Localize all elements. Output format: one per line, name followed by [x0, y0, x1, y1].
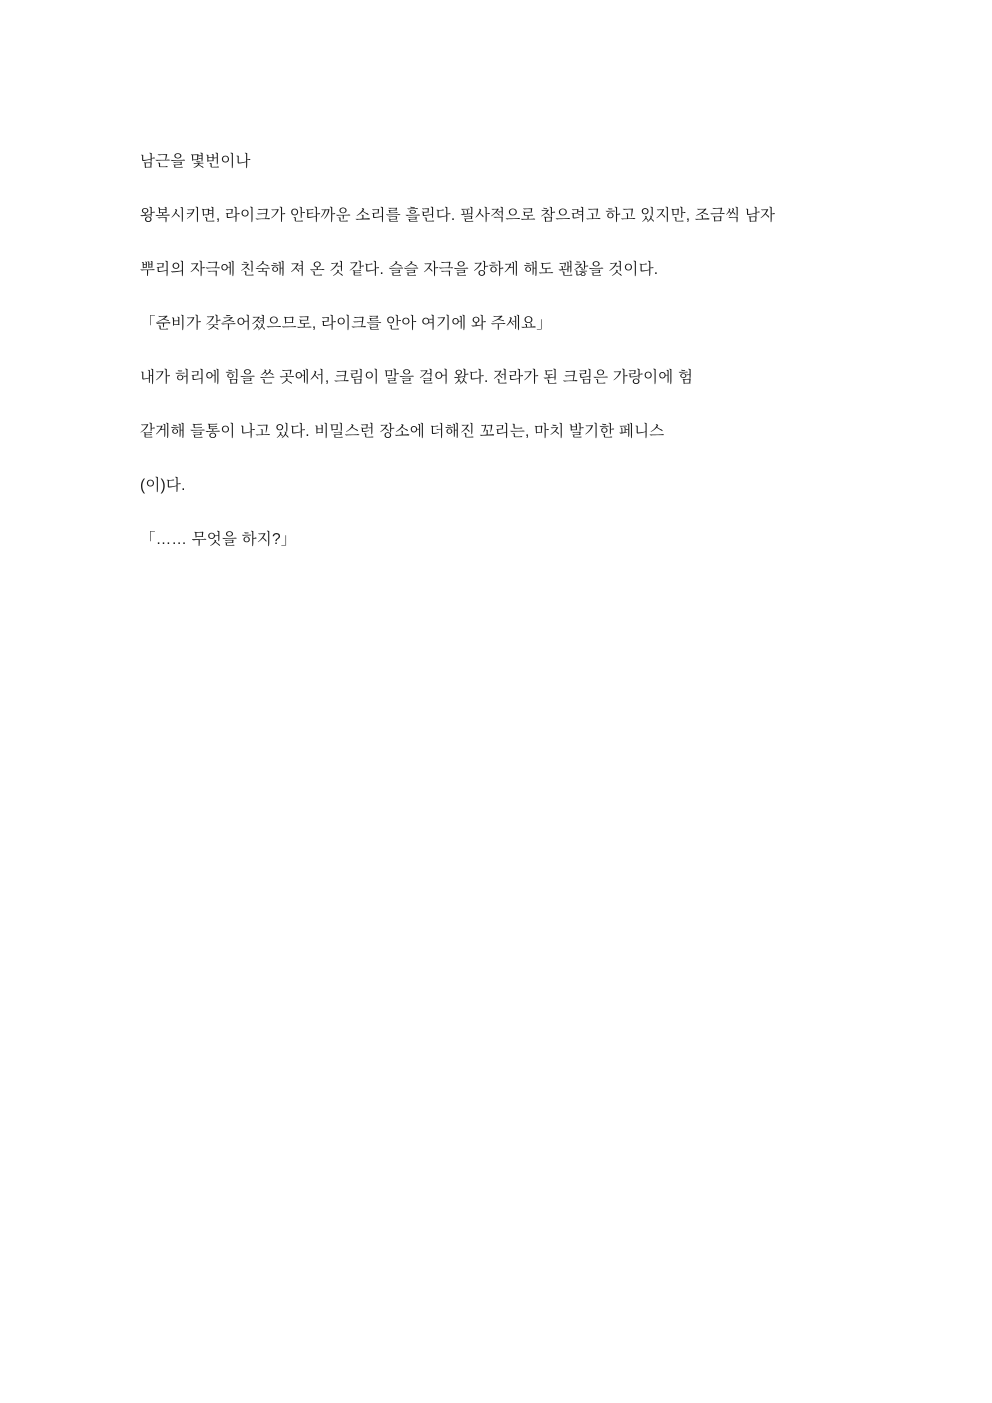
paragraph: 뿌리의 자극에 친숙해 져 온 것 같다. 슬슬 자극을 강하게 해도 괜찮을 것이다.	[140, 261, 659, 279]
paragraph: 남근을 몇번이나	[140, 153, 251, 170]
paragraph: 내가 허리에 힘을 쓴 곳에서, 크림이 말을 걸어 왔다. 전라가 된 크림은 가랑이에 험	[140, 369, 694, 387]
paragraph: 같게해 들통이 나고 있다. 비밀스런 장소에 더해진 꼬리는, 마치 발기한 페니스	[140, 423, 665, 441]
document-body	[140, 150, 852, 552]
paragraph: 「…… 무엇을 하지?」	[140, 531, 297, 549]
paragraph: 왕복시키면, 라이크가 안타까운 소리를 흘린다. 필사적으로 참으려고 하고 있지만, 조금씩 남자	[140, 207, 776, 225]
paragraph: 「준비가 갖추어졌으므로, 라이크를 안아 여기에 와 주세요」	[140, 315, 552, 333]
paragraph: (이)다.	[140, 477, 186, 495]
